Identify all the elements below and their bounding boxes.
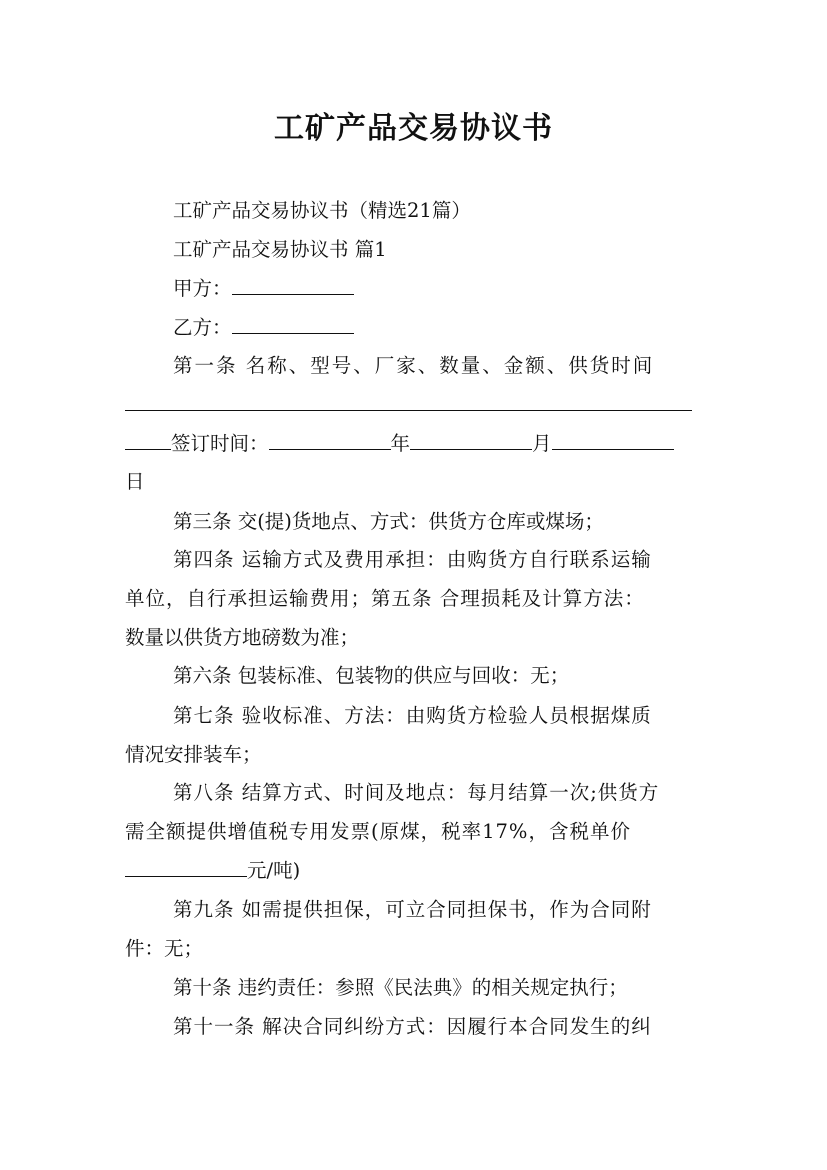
article-9-line-1: 第九条 如需提供担保，可立合同担保书，作为合同附 bbox=[173, 898, 652, 921]
year-label: 年 bbox=[390, 432, 411, 455]
article-1-blank-line bbox=[0, 386, 827, 424]
day-blank bbox=[552, 427, 674, 450]
party-b-label: 乙方： bbox=[173, 316, 232, 339]
article-8-line-2: 需全额提供增值税专用发票(原煤，税率17%，含税单价 bbox=[125, 820, 631, 843]
article-4-line-2: 单位，自行承担运输费用；第五条 合理损耗及计算方法： bbox=[125, 587, 645, 610]
sign-time-label: 签订时间： bbox=[171, 432, 269, 455]
party-b-blank bbox=[232, 311, 354, 334]
article-1-blank bbox=[125, 388, 692, 411]
article-10: 第十条 违约责任：参照《民法典》的相关规定执行； bbox=[173, 976, 628, 999]
article-9-line-2: 件：无； bbox=[125, 937, 204, 960]
article-8-line-1: 第八条 结算方式、时间及地点：每月结算一次;供货方 bbox=[173, 781, 660, 804]
month-blank bbox=[410, 427, 532, 450]
article-1: 第一条 名称、型号、厂家、数量、金额、供货时间 bbox=[173, 354, 655, 377]
section-heading: 工矿产品交易协议书 篇1 bbox=[173, 238, 387, 261]
document-title: 工矿产品交易协议书 bbox=[274, 111, 553, 146]
unit-price-blank bbox=[125, 854, 247, 877]
unit-price-label: 元/吨) bbox=[247, 859, 301, 882]
sign-time-line bbox=[0, 425, 827, 463]
article-8-line-3 bbox=[0, 852, 827, 890]
article-7-line-2: 情况安排装车； bbox=[125, 743, 262, 766]
article-7-line-1: 第七条 验收标准、方法：由购货方检验人员根据煤质 bbox=[173, 704, 652, 727]
party-a-blank bbox=[232, 272, 354, 295]
document-subtitle: 工矿产品交易协议书（精选21篇） bbox=[173, 199, 471, 222]
article-4-line-1: 第四条 运输方式及费用承担：由购货方自行联系运输 bbox=[173, 548, 652, 571]
party-b-line bbox=[0, 309, 827, 347]
month-label: 月 bbox=[532, 432, 552, 455]
party-a-line bbox=[0, 270, 827, 308]
sign-prefix-blank bbox=[125, 427, 171, 450]
article-4-line-3: 数量以供货方地磅数为准； bbox=[125, 626, 360, 649]
article-6: 第六条 包装标准、包装物的供应与回收：无； bbox=[173, 664, 570, 687]
article-11: 第十一条 解决合同纠纷方式：因履行本合同发生的纠 bbox=[173, 1015, 652, 1038]
article-3: 第三条 交(提)货地点、方式：供货方仓库或煤场； bbox=[173, 510, 604, 533]
day-label: 日 bbox=[125, 470, 145, 493]
year-blank bbox=[269, 427, 391, 450]
party-a-label: 甲方： bbox=[173, 277, 232, 300]
